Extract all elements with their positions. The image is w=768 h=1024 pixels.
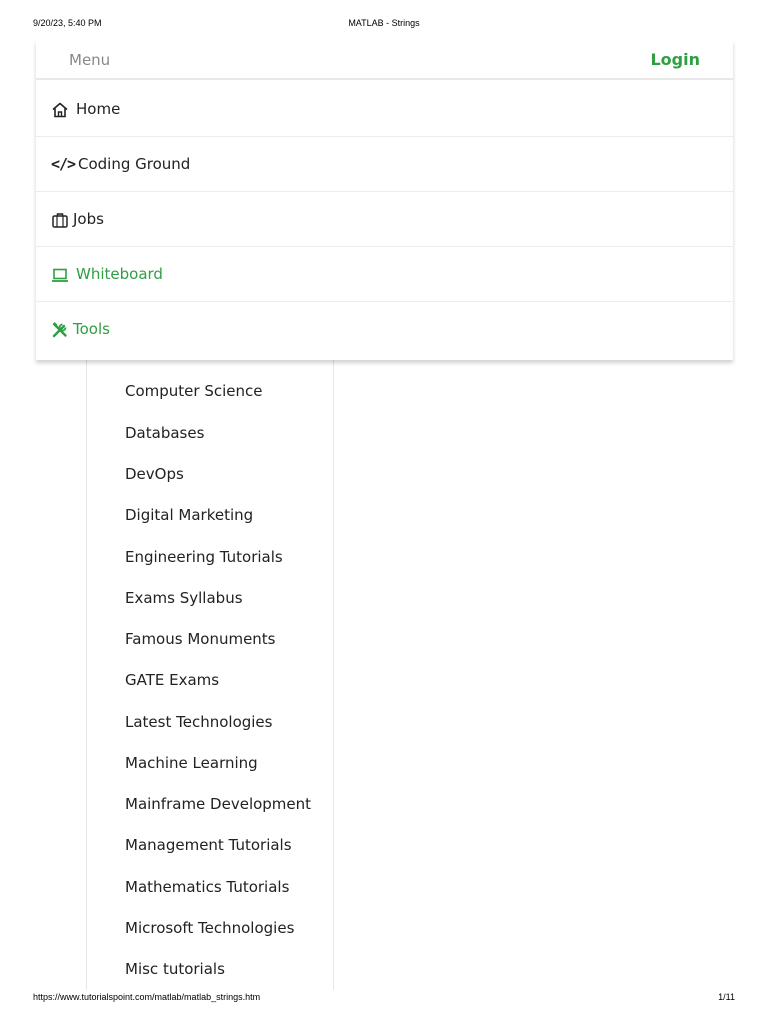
sidebar-item[interactable]: GATE Exams [125,671,220,689]
print-header [33,18,735,32]
nav-item-label: Tools [73,320,110,338]
sidebar-item[interactable]: Machine Learning [125,754,258,772]
nav-item-label: Home [76,100,121,118]
briefcase-icon [51,211,69,229]
code-icon: </> [51,155,76,173]
login-button[interactable]: Login [650,50,700,69]
print-url: https://www.tutorialspoint.com/matlab/matlab_strings.htm [33,992,261,1002]
laptop-icon [51,266,69,284]
nav-item-label: Coding Ground [78,155,191,173]
menu-toggle[interactable]: Menu [69,51,111,69]
nav-item-whiteboard[interactable] [36,247,733,302]
sidebar-item[interactable]: Latest Technologies [125,713,273,731]
nav-item-coding-ground[interactable] [36,137,733,192]
sidebar-item[interactable]: Famous Monuments [125,630,276,648]
sidebar-item[interactable]: Computer Science [125,382,263,400]
sidebar-item[interactable]: Microsoft Technologies [125,919,295,937]
menu-panel [36,40,733,360]
print-page-number: 1/11 [718,992,735,1002]
print-doc-title: MATLAB - Strings [348,18,420,28]
home-icon [51,101,69,119]
nav-item-tools[interactable] [36,302,733,357]
sidebar-item[interactable]: Digital Marketing [125,506,254,524]
nav-item-label: Jobs [73,210,104,228]
sidebar-item[interactable]: Management Tutorials [125,836,292,854]
sidebar-item[interactable]: Databases [125,424,205,442]
print-datetime: 9/20/23, 5:40 PM [33,18,102,28]
sidebar-item[interactable]: Exams Syllabus [125,589,243,607]
sidebar-item[interactable]: Mathematics Tutorials [125,878,290,896]
sidebar-item[interactable]: Engineering Tutorials [125,548,283,566]
sidebar-item[interactable]: Misc tutorials [125,960,225,978]
print-footer [33,992,735,1006]
sidebar-item[interactable]: Mainframe Development [125,795,312,813]
sidebar-item[interactable]: DevOps [125,465,184,483]
menu-bar [36,40,733,80]
tools-icon [51,321,69,339]
nav-item-label: Whiteboard [76,265,163,283]
category-sidebar [86,340,334,990]
nav-item-home[interactable] [36,82,733,137]
nav-item-jobs[interactable] [36,192,733,247]
